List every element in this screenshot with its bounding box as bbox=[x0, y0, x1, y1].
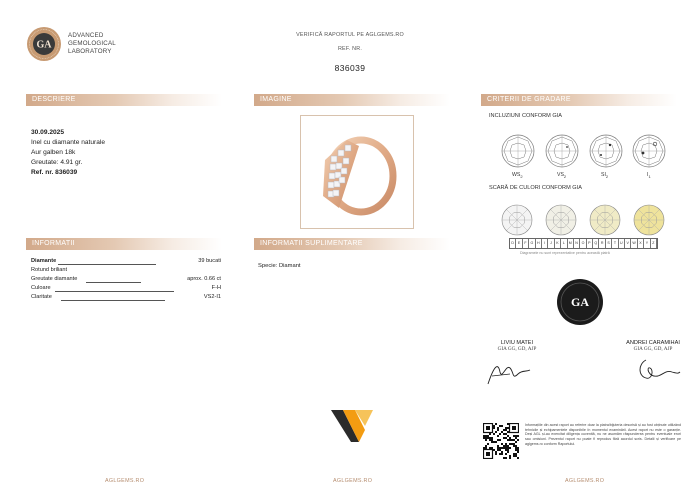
color-scale-cell: Q bbox=[593, 239, 599, 248]
descriere-line2: Aur galben 18k bbox=[31, 149, 76, 156]
signer-right-title: GIA GG, GD, AJP bbox=[633, 346, 673, 352]
descriere-line1: Inel cu diamante naturale bbox=[31, 139, 106, 146]
disclaimer-text: Informațiile din acest raport au referire doar la piatra/bijuteria descrisă și au fost obținute utilizând tehnicile și echipamentele disponibile în momentul examinării. Acest raport nu este o garanție. Deși AGL și-au exercitat diligența cuvenită, nu ne asumăm răspunderea pentru eventuale erori sau omisiuni. Prezentul raport nu poate fi reprodus fără acordul scris. Detalii și verificare pe aglgems.ro conform Raportului. bbox=[525, 423, 681, 446]
ring-image bbox=[300, 115, 414, 229]
qr-svg bbox=[483, 423, 519, 459]
color-scale-cell: E bbox=[516, 239, 522, 248]
info-row-label: Rotund briliant bbox=[31, 267, 68, 273]
color-diamond-icon bbox=[634, 205, 664, 235]
info-row bbox=[31, 285, 221, 294]
color-scale-cell: T bbox=[612, 239, 618, 248]
clarity-label-si2-text: SI bbox=[601, 172, 606, 178]
suplimentare-text: Specie: Diamant bbox=[258, 263, 301, 269]
color-scale-cell: M bbox=[568, 239, 574, 248]
clarity-diagram-i1 bbox=[631, 133, 667, 174]
signer-left-name: LIVIU MATEI bbox=[500, 340, 534, 346]
color-diamond-icon bbox=[502, 205, 532, 235]
clarity-label-si2 bbox=[601, 172, 608, 179]
color-scale-cell: D bbox=[510, 239, 516, 248]
info-row-leader bbox=[55, 291, 174, 292]
color-scale-cell: N bbox=[574, 239, 580, 248]
clarity-label-ws2-sub: 2 bbox=[520, 174, 523, 180]
lab-name-line2: GEMOLOGICAL bbox=[68, 40, 116, 47]
footer-right[interactable]: AGLGEMS.RO bbox=[565, 478, 605, 484]
color-scale-cell: S bbox=[606, 239, 612, 248]
signature-left bbox=[482, 340, 552, 352]
brand-logo-icon bbox=[329, 404, 375, 446]
color-scale-cell: Z bbox=[651, 239, 657, 248]
color-diamonds-svg bbox=[500, 203, 670, 237]
color-note: Diagramele nu sunt reprezentative pentru această piatră bbox=[520, 251, 610, 255]
signature-right-scribble bbox=[632, 356, 682, 389]
descriere-block bbox=[31, 128, 105, 178]
clarity-label-vs2 bbox=[557, 172, 566, 179]
color-scale-cell: R bbox=[599, 239, 605, 248]
color-scale-cell: F bbox=[523, 239, 529, 248]
color-scale-cell: V bbox=[625, 239, 631, 248]
info-row bbox=[31, 267, 221, 276]
info-row-value: 39 bucati bbox=[198, 258, 221, 264]
color-scale-cell: L bbox=[561, 239, 567, 248]
color-scale-cell: J bbox=[548, 239, 554, 248]
info-row-value: VS2-I1 bbox=[203, 294, 221, 300]
svg-text:GA: GA bbox=[36, 39, 52, 51]
color-scale-cells bbox=[510, 239, 657, 248]
clarity-diagram-ws2 bbox=[500, 133, 536, 174]
signature-right bbox=[616, 340, 690, 352]
band-descriere bbox=[26, 94, 222, 106]
color-scale-cell: G bbox=[529, 239, 535, 248]
lab-seal-icon bbox=[26, 26, 62, 62]
info-row-label: Diamante bbox=[31, 258, 57, 264]
color-diamonds bbox=[500, 203, 670, 237]
descriere-date: 30.09.2025 bbox=[31, 129, 65, 136]
band-criterii-label: CRITERII DE GRADARE bbox=[487, 96, 571, 103]
color-scale-cell: Y bbox=[644, 239, 650, 248]
band-informatii-label: INFORMATII bbox=[32, 240, 75, 247]
lab-name bbox=[68, 32, 116, 56]
color-diamond-icon bbox=[590, 205, 620, 235]
informatii-table bbox=[31, 258, 221, 328]
color-scale bbox=[509, 238, 658, 249]
ref-label: REF. NR. bbox=[337, 46, 363, 52]
color-title: SCARĂ DE CULORI CONFORM GIA bbox=[489, 185, 582, 191]
info-row bbox=[31, 258, 221, 267]
clarity-label-ws2 bbox=[512, 172, 523, 179]
info-row bbox=[31, 294, 221, 303]
footer-center[interactable]: AGLGEMS.RO bbox=[333, 478, 373, 484]
info-row-value: aprox. 0.66 ct bbox=[187, 276, 221, 282]
signer-right-name: ANDREI CARAMIHAI bbox=[626, 340, 680, 346]
clarity-label-i1-text: I bbox=[647, 172, 649, 178]
color-scale-cell: P bbox=[587, 239, 593, 248]
gia-seal-icon bbox=[556, 278, 604, 326]
info-row bbox=[31, 276, 221, 285]
color-scale-cell: I bbox=[542, 239, 548, 248]
clarity-label-vs2-text: VS bbox=[557, 172, 564, 178]
band-criterii bbox=[481, 94, 677, 106]
descriere-ref: Ref. nr. 836039 bbox=[31, 169, 78, 176]
clarity-title: INCLUZIUNI CONFORM GIA bbox=[489, 113, 563, 119]
clarity-label-vs2-sub: 2 bbox=[563, 174, 567, 180]
clarity-label-i1 bbox=[647, 172, 651, 179]
lab-name-line3: LABORATORY bbox=[68, 48, 112, 55]
descriere-line3: Greutate: 4.91 gr. bbox=[31, 159, 83, 166]
band-descriere-label: DESCRIERE bbox=[32, 96, 76, 103]
color-scale-cell: U bbox=[619, 239, 625, 248]
band-informatii bbox=[26, 238, 222, 250]
info-row-leader bbox=[61, 300, 165, 301]
signer-left-title: GIA GG, GD, AJP bbox=[497, 346, 537, 352]
info-row-leader bbox=[58, 264, 156, 265]
color-scale-cell: O bbox=[580, 239, 586, 248]
info-row-label: Claritate bbox=[31, 294, 52, 300]
info-row-label: Greutate diamante bbox=[31, 276, 78, 282]
band-imagine-label: IMAGINE bbox=[260, 96, 292, 103]
band-imagine bbox=[254, 94, 450, 106]
info-row-label: Culoare bbox=[31, 285, 51, 291]
clarity-label-ws2-text: WS bbox=[512, 172, 521, 178]
clarity-diagram-vs2 bbox=[544, 133, 580, 174]
color-diamond-icon bbox=[546, 205, 576, 235]
info-row-value: F-H bbox=[211, 285, 221, 291]
color-scale-cell: K bbox=[555, 239, 561, 248]
color-scale-cell: H bbox=[536, 239, 542, 248]
info-row-leader bbox=[86, 282, 141, 283]
color-scale-cell: W bbox=[631, 239, 637, 248]
ref-number: 836039 bbox=[334, 63, 366, 73]
band-suplimentare bbox=[254, 238, 450, 250]
footer-left[interactable]: AGLGEMS.RO bbox=[105, 478, 145, 484]
verify-text: VERIFICĂ RAPORTUL PE AGLGEMS.RO bbox=[296, 32, 404, 38]
clarity-label-si2-sub: 2 bbox=[605, 174, 609, 180]
band-suplimentare-label: INFORMATII SUPLIMENTARE bbox=[260, 240, 363, 247]
signature-left-scribble bbox=[484, 358, 534, 393]
color-scale-cell: X bbox=[638, 239, 644, 248]
lab-name-line1: ADVANCED bbox=[68, 32, 104, 39]
clarity-label-i1-sub: 1 bbox=[648, 174, 651, 180]
qr-code-icon[interactable] bbox=[483, 423, 519, 459]
clarity-diagram-si2 bbox=[588, 133, 624, 174]
svg-text:GA: GA bbox=[571, 295, 589, 309]
